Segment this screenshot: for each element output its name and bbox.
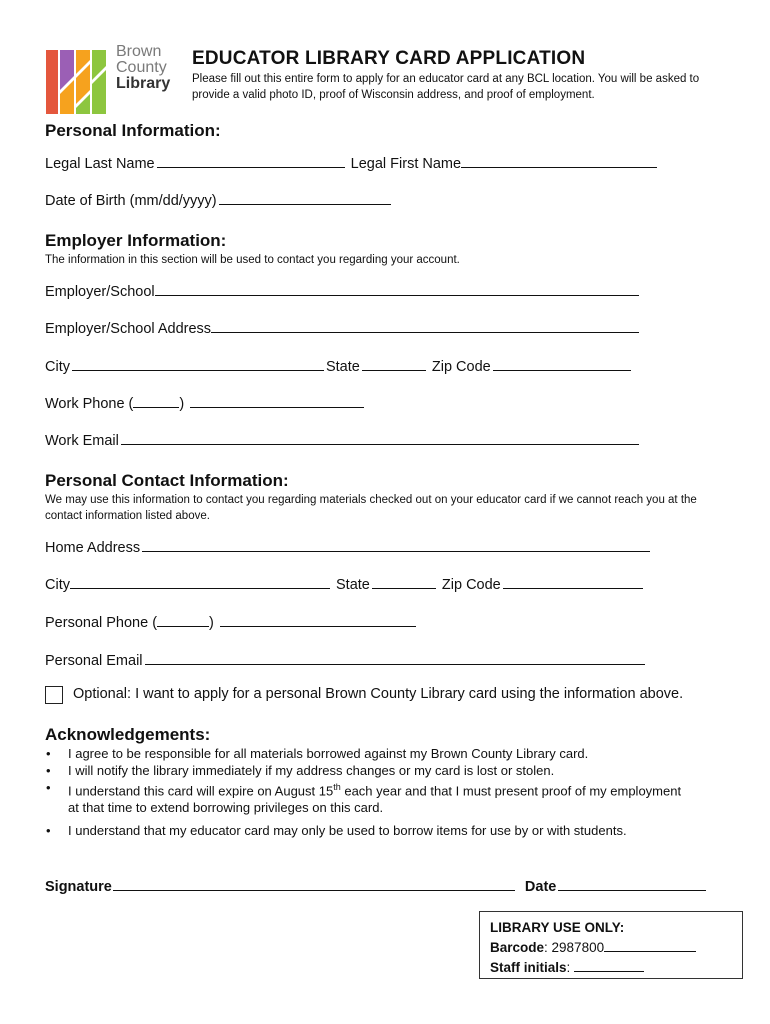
library-use-title: LIBRARY USE ONLY: <box>490 920 625 935</box>
personal-email-row: Personal Email <box>45 650 647 669</box>
work-phone-field[interactable] <box>190 393 364 408</box>
page-title: EDUCATOR LIBRARY CARD APPLICATION <box>192 48 586 69</box>
contact-heading: Personal Contact Information: <box>45 471 289 490</box>
staff-initials-row: Staff initials: <box>490 957 732 977</box>
library-use-box <box>479 911 743 979</box>
ack-list <box>46 745 686 839</box>
dob-field[interactable] <box>219 190 391 205</box>
home-zip-field[interactable] <box>503 574 643 589</box>
employer-heading: Employer Information: <box>45 231 227 250</box>
work-phone-area-field[interactable] <box>133 393 179 408</box>
home-address-row: Home Address <box>45 537 652 556</box>
personal-phone-row: Personal Phone ( ) <box>45 612 418 631</box>
barcode-row: Barcode: 2987800 <box>490 937 732 957</box>
ack-item: • I understand this card will expire on August 15th each year and that I must present proof of my employment at that time to extend borrowing privileges on this card. <box>46 779 686 816</box>
employer-state-field[interactable] <box>362 356 426 371</box>
personal-phone-field[interactable] <box>220 612 416 627</box>
personal-phone-area-field[interactable] <box>157 612 209 627</box>
contact-note: We may use this information to contact you regarding materials checked out on your educator card if we cannot reach you at the contact information listed above. <box>45 494 697 522</box>
signature-field[interactable] <box>113 876 515 891</box>
personal-card-label: Optional: I want to apply for a personal Brown County Library card using the information above. <box>73 686 684 702</box>
work-email-row: Work Email <box>45 430 641 449</box>
employer-city-field[interactable] <box>72 356 324 371</box>
first-name-field[interactable] <box>461 153 657 168</box>
personal-email-field[interactable] <box>145 650 645 665</box>
employer-city-row: City State Zip Code <box>45 356 633 375</box>
logo-wordmark: Brown County Library <box>116 43 171 92</box>
home-city-row: City State Zip Code <box>45 574 645 593</box>
personal-heading: Personal Information: <box>45 121 221 140</box>
last-name-field[interactable] <box>157 153 345 168</box>
home-state-field[interactable] <box>372 574 436 589</box>
date-field[interactable] <box>558 876 706 891</box>
staff-initials-field[interactable] <box>574 957 644 972</box>
ack-item: • I agree to be responsible for all materials borrowed against my Brown County Library card. <box>46 745 686 762</box>
home-address-field[interactable] <box>142 537 650 552</box>
ack-heading: Acknowledgements: <box>45 725 211 744</box>
work-email-field[interactable] <box>121 430 639 445</box>
personal-card-checkbox[interactable] <box>45 686 63 704</box>
employer-school-row: Employer/School <box>45 281 641 300</box>
work-phone-row: Work Phone ( ) <box>45 393 366 412</box>
home-city-field[interactable] <box>70 574 330 589</box>
dob-row: Date of Birth (mm/dd/yyyy) <box>45 190 393 209</box>
employer-note: The information in this section will be used to contact you regarding your account. <box>45 254 460 266</box>
employer-school-field[interactable] <box>155 281 639 296</box>
signature-row: Signature Date <box>45 876 708 895</box>
employer-address-field[interactable] <box>211 318 639 333</box>
employer-address-row: Employer/School Address <box>45 318 641 337</box>
employer-zip-field[interactable] <box>493 356 631 371</box>
barcode-field[interactable] <box>604 937 696 952</box>
name-row: Legal Last Name Legal First Name <box>45 153 659 172</box>
ack-item: • I understand that my educator card may only be used to borrow items for use by or with students. <box>46 822 686 839</box>
ack-item: • I will notify the library immediately if my address changes or my card is lost or stolen. <box>46 762 686 779</box>
intro-text: Please fill out this entire form to apply for an educator card at any BCL location. You will be asked to provide a valid photo ID, proof of Wisconsin address, and proof of employment. <box>192 73 700 101</box>
